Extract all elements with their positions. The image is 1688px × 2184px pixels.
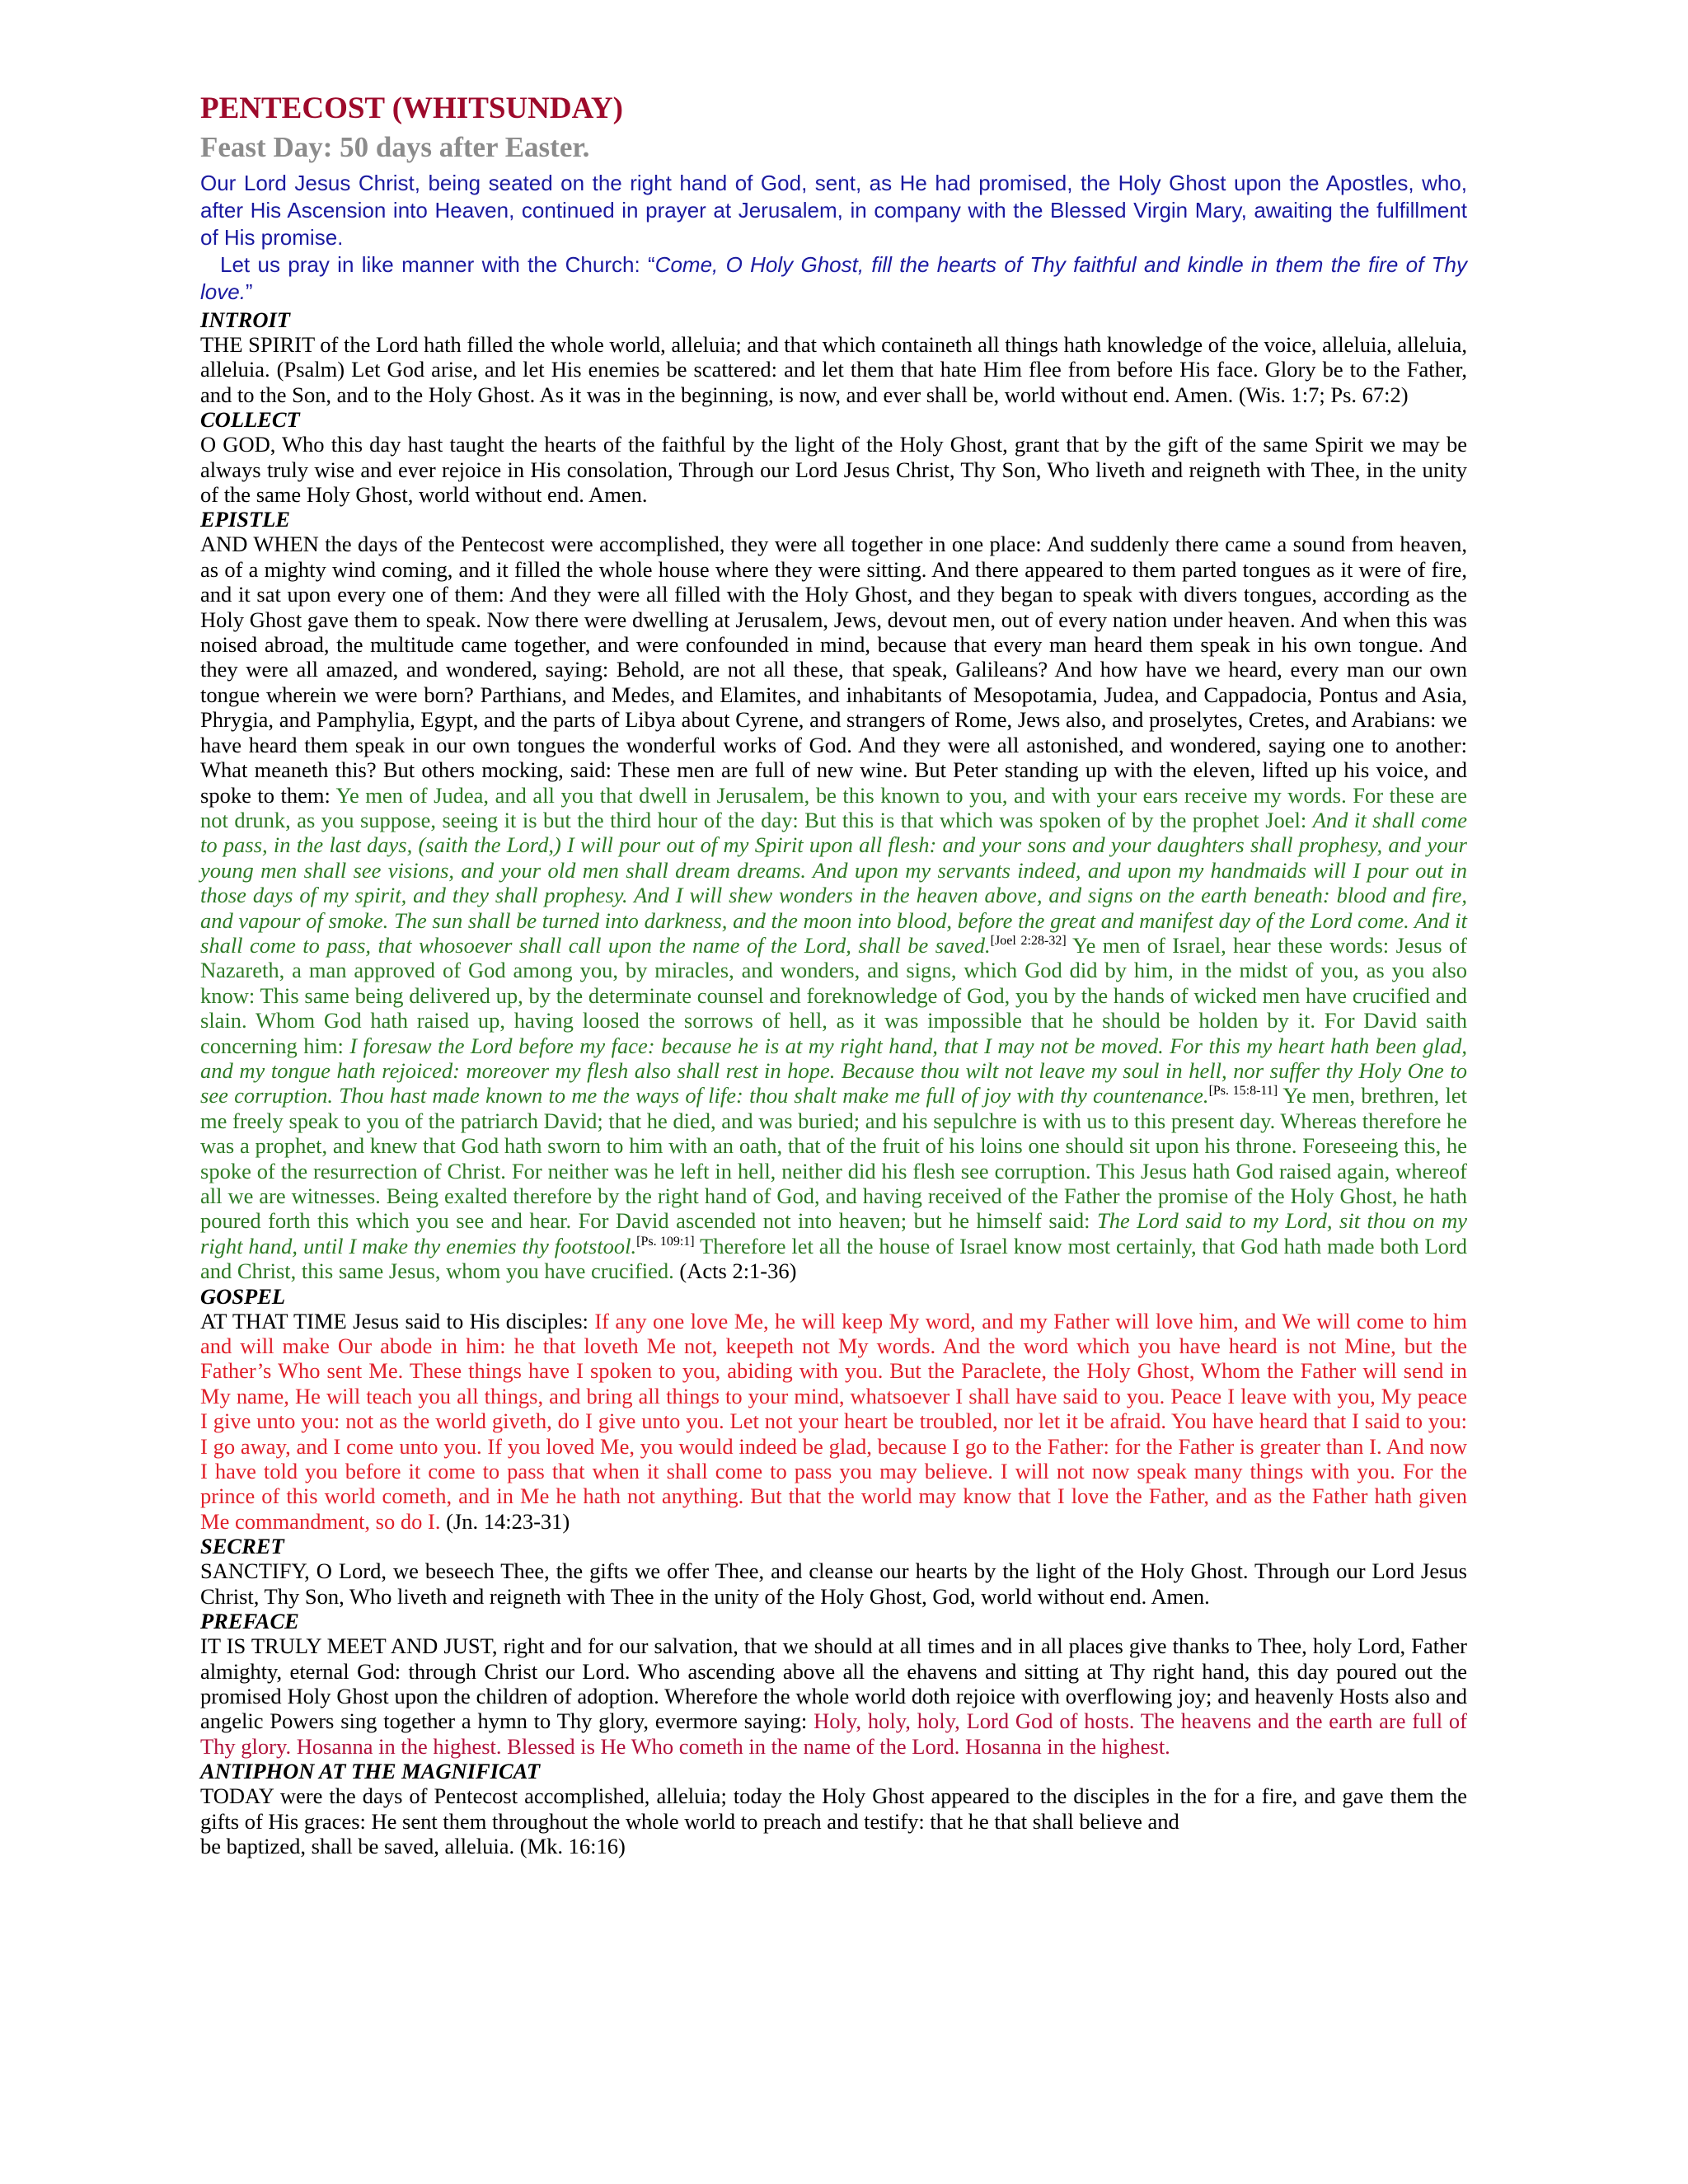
document-page (200, 89, 1467, 1858)
gospel-lead: AT THAT TIME Jesus said to His disciples: (200, 1308, 595, 1333)
collect-heading: COLLECT (200, 407, 300, 433)
preface-heading: PREFACE (200, 1609, 299, 1634)
secret-heading: SECRET (200, 1534, 284, 1559)
peter-speech-4: Therefore let all the house of Israel know most certainly, that God hath made both Lord and Christ, this same Jesus, whom you have crucified. (200, 1233, 1467, 1284)
magnificat-antiphon-heading: ANTIPHON AT THE MAGNIFICAT (200, 1759, 541, 1784)
introit-heading: INTROIT (200, 307, 290, 332)
gospel-heading: GOSPEL (200, 1283, 286, 1309)
psalm-15-reference: [Ps. 15:8-11] (1208, 1084, 1278, 1099)
preface-sanctus: Holy, holy, holy, Lord God of hosts. The heavens and the earth are full of Thy glory. Hosanna in the highest. Blessed is He Who cometh in the name of the Lord. Hosanna in the highest. (200, 1708, 1467, 1759)
psalm-15-quote: I foresaw the Lord before my face: because he is at my right hand, that I may not be moved. For this my heart hath been glad, and my tongue hath rejoiced: moreover my flesh also shall rest in hope. Because thou wilt not leave my soul in hell, nor suffer thy Holy One to see corruption. Thou hast made known to me the ways of life: thou shalt make me full of joy with thy countenance. (200, 1033, 1468, 1108)
gospel-words-of-christ: If any one love Me, he will keep My word, and my Father will love him, and We will come to him and will make Our abode in him: he that loveth Me not, keepeth not My words. And the word which you have heard is not Mine, but the Father’s Who sent Me. These things have I spoken to you, abiding with you. But the Paraclete, the Holy Ghost, Whom the Father will send in My name, He will teach you all things, and bring all things to your mind, whatsoever I shall have said to you. Peace I leave with you, My peace I give unto you: not as the world giveth, do I give unto you. Let not your heart be troubled, nor let it be afraid. You have heard that I said to you: I go away, and I come unto you. If you loved Me, you would indeed be glad, because I go to the Father: for the Father is greater than I. And now I have told you before it come to pass that when it shall come to pass you may believe. I will not now speak many things with you. For the prince of this world cometh, and in Me he hath not anything. But that the world may know that I love the Father, and as the Father hath given Me commandment, so do I. (200, 1308, 1468, 1534)
joel-quote: And it shall come to pass, in the last days, (saith the Lord,) I will pour out of my Spirit upon all flesh: and your sons and your daughters shall prophesy, and your young men shall see visions, and your old men shall dream dreams. And upon my servants indeed, and upon my handmaids will I pour out in those days of my spirit, and they shall prophesy. And I will shew wonders in the heaven above, and signs on the earth beneath: blood and fire, and vapour of smoke. The sun shall be turned into darkness, and the moon into blood, before the great and manifest day of the Lord come. And it shall come to pass, that whosoever shall call upon the name of the Lord, shall be saved. (200, 807, 1467, 958)
collect-text: O GOD, Who this day hast taught the hearts of the faithful by the light of the Holy Ghost, grant that by the gift of the same Spirit we may be always truly wise and ever rejoice in His consolation, Through our Lord Jesus Christ, Thy Son, Who liveth and reigneth with Thee, in the unity of the same Holy Ghost, world without end. Amen. (200, 432, 1467, 508)
intro-paragraph: Our Lord Jesus Christ, being seated on the right hand of God, sent, as He had promised, the Holy Ghost upon the Apostles, who, after His Ascension into Heaven, continued in prayer at Jerusalem, in company with the Blessed Virgin Mary, awaiting the fulfillment of His promise. (200, 171, 1467, 250)
peter-speech-2: Ye men of Israel, hear these words: Jesus of Nazareth, a man approved of God among you, by miracles, and wonders, and signs, which God did by him, in the midst of you, as you also know: This same being delivered up, by the determinate counsel and foreknowledge of God, you by the hands of wicked men have crucified and slain. Whom God hath raised up, having loosed the sorrows of hell, as it was impossible that he should be holden by it. For David saith concerning him: (200, 932, 1468, 1058)
magnificat-antiphon-last-line (200, 1834, 1467, 1858)
introit-text: THE SPIRIT of the Lord hath filled the whole world, alleluia; and that which containeth all things hath knowledge of the voice, alleluia, alleluia, alleluia. (Psalm) Let God arise, and let His enemies be scattered: and let them that hate Him flee from before His face. Glory be to the Father, and to the Son, and to the Holy Ghost. As it was in the beginning, is now, and ever shall be, world without end. Amen. (Wis. 1:7; Ps. 67:2) (200, 332, 1467, 407)
magnificat-antiphon-text: TODAY were the days of Pentecost accomplished, alleluia; today the Holy Ghost appeared to the disciples in the for a fire, and gave them the gifts of His graces: He sent them throughout the whole world to preach and testify: that he that shall believe and (200, 1783, 1467, 1834)
epistle-citation: (Acts 2:1-36) (673, 1258, 797, 1284)
psalm-109-quote: The Lord said to my Lord, sit thou on my right hand, until I make thy enemies thy footstool. (200, 1208, 1468, 1258)
psalm-109-reference: [Ps. 109:1] (636, 1234, 695, 1249)
feast-day-subtitle: Feast Day: 50 days after Easter. (200, 131, 590, 163)
intro-prayer-lead: Let us pray in like manner with the Church: “ (220, 252, 655, 277)
preface-body: IT IS TRULY MEET AND JUST, right and for our salvation, that we should at all times and in all places give thanks to Thee, holy Lord, Father almighty, eternal God: through Christ our Lord. Who ascending above all the ehavens and sitting at Thy right hand, this day poured out the promised Holy Ghost upon the children of adoption. Wherefore the whole world doth rejoice with overflowing joy; and heavenly Hosts also and angelic Powers sing together a hymn to Thy glory, evermore saying: (200, 1633, 1467, 1734)
peter-speech-1: Ye men of Judea, and all you that dwell in Jerusalem, be this known to you, and with your ears receive my words. For these are not drunk, as you suppose, seeing it is but the third hour of the day: But this is that which was spoken of by the prophet Joel: (200, 782, 1467, 832)
preface-text (200, 1633, 1467, 1759)
intro-prayer-paragraph (200, 251, 1467, 306)
secret-text: SANCTIFY, O Lord, we beseech Thee, the gifts we offer Thee, and cleanse our hearts by the light of the Holy Ghost. Through our Lord Jesus Christ, Thy Son, Who liveth and reigneth with Thee in the unity of the Holy Ghost, God, world without end. Amen. (200, 1558, 1467, 1609)
epistle-text (200, 532, 1467, 1283)
joel-reference: [Joel 2:28-32] (990, 934, 1067, 949)
gospel-citation: (Jn. 14:23-31) (440, 1508, 570, 1534)
page-title: PENTECOST (WHITSUNDAY) (200, 91, 623, 125)
peter-speech-3: Ye men, brethren, let me freely speak to you of the patriarch David; that he died, and was buried; and his sepulchre is with us to this present day. Whereas therefore he was a prophet, and knew that God hath sworn to him with an oath, that of the fruit of his loins one should sit upon his throne. Foreseeing this, he spoke of the resurrection of Christ. For neither was he left in hell, neither did his flesh see corruption. This Jesus hath God raised again, whereof all we are witnesses. Being exalted therefore by the right hand of God, and having received of the Father the promise of the Holy Ghost, he hath poured forth this which you see and hear. For David ascended not into heaven; but he himself said: (200, 1083, 1467, 1234)
magnificat-antiphon-last-line-text: be baptized, shall be saved, alleluia. (Mk. 16:16) (200, 1833, 626, 1858)
gospel-text (200, 1309, 1467, 1535)
epistle-narrative: AND WHEN the days of the Pentecost were accomplished, they were all together in one place: And suddenly there came a sound from heaven, as of a mighty wind coming, and it filled the whole house where they were sitting. And there appeared to them parted tongues as it were of fire, and it sat upon every one of them: And they were all filled with the Holy Ghost, and they began to speak with divers tongues, according as the Holy Ghost gave them to speak. Now there were dwelling at Jerusalem, Jews, devout men, out of every nation under heaven. And when this was noised abroad, the multitude came together, and were confounded in mind, because that every man heard them speak in his own tongue. And they were all amazed, and wondered, saying: Behold, are not all these, that speak, Galileans? And how have we heard, every man our own tongue wherein we were born? Parthians, and Medes, and Elamites, and inhabitants of Mesopotamia, Judea, and Cappadocia, Pontus and Asia, Phrygia, and Pamphylia, Egypt, and the parts of Libya about Cyrene, and strangers of Rome, Jews also, and proselytes, Cretes, and Arabians: we have heard them speak in our own tongues the wonderful works of God. And they were all astonished, and wondered, saying one to another: What meaneth this? But others mocking, said: These men are full of new wine. But Peter standing up with the eleven, lifted up his voice, and spoke to them: (200, 532, 1467, 808)
epistle-heading: EPISTLE (200, 507, 290, 532)
intro-prayer-close: ” (245, 279, 253, 304)
intro-prayer-text: Come, O Holy Ghost, fill the hearts of Thy faithful and kindle in them the fire of Thy love. (200, 252, 1467, 304)
